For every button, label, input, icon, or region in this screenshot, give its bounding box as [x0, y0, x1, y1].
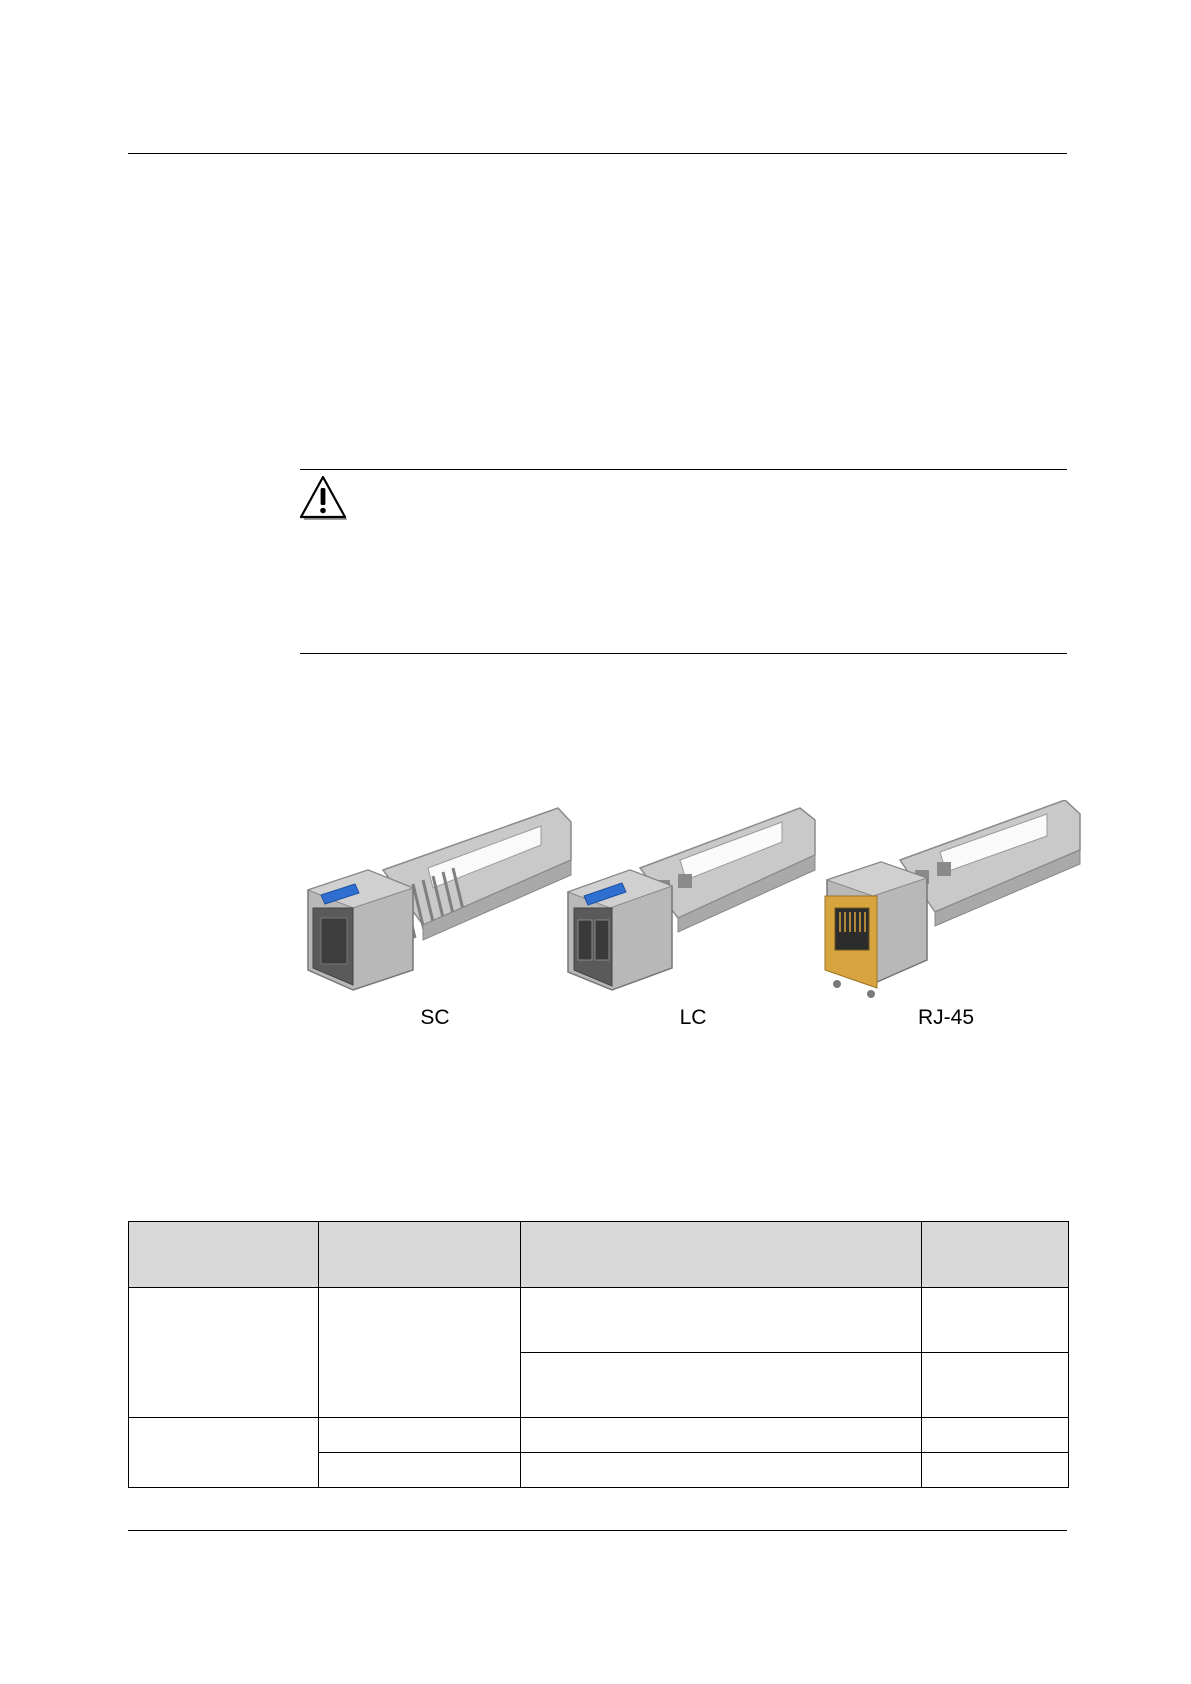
table-cell — [521, 1453, 922, 1488]
table-header-cell — [521, 1222, 922, 1288]
footer-rule — [128, 1530, 1067, 1531]
table-cell — [129, 1418, 319, 1488]
caption-rj45: RJ-45 — [917, 1006, 975, 1029]
caution-bottom-rule — [300, 653, 1067, 654]
caution-top-rule — [300, 469, 1067, 470]
lc-transceiver-image — [560, 800, 830, 1005]
table-header-cell — [129, 1222, 319, 1288]
table-header-cell — [922, 1222, 1069, 1288]
table-header-cell — [319, 1222, 521, 1288]
table-cell — [521, 1288, 922, 1353]
table-cell — [922, 1353, 1069, 1418]
header-rule — [128, 153, 1067, 154]
table-cell — [521, 1353, 922, 1418]
spec-table — [128, 1221, 1069, 1488]
table-cell — [319, 1453, 521, 1488]
table-row — [129, 1418, 1069, 1453]
table-cell — [521, 1418, 922, 1453]
table-header-row — [129, 1222, 1069, 1288]
caption-lc: LC — [679, 1006, 707, 1029]
caution-icon — [298, 474, 348, 522]
table-cell — [922, 1418, 1069, 1453]
table-cell — [922, 1288, 1069, 1353]
rj45-transceiver-image — [815, 800, 1085, 1005]
sc-transceiver-image — [303, 800, 573, 1005]
table-row — [129, 1288, 1069, 1353]
table-cell — [922, 1453, 1069, 1488]
table-cell — [319, 1288, 521, 1418]
table-cell — [319, 1418, 521, 1453]
caption-sc: SC — [420, 1006, 450, 1029]
table-cell — [129, 1288, 319, 1418]
